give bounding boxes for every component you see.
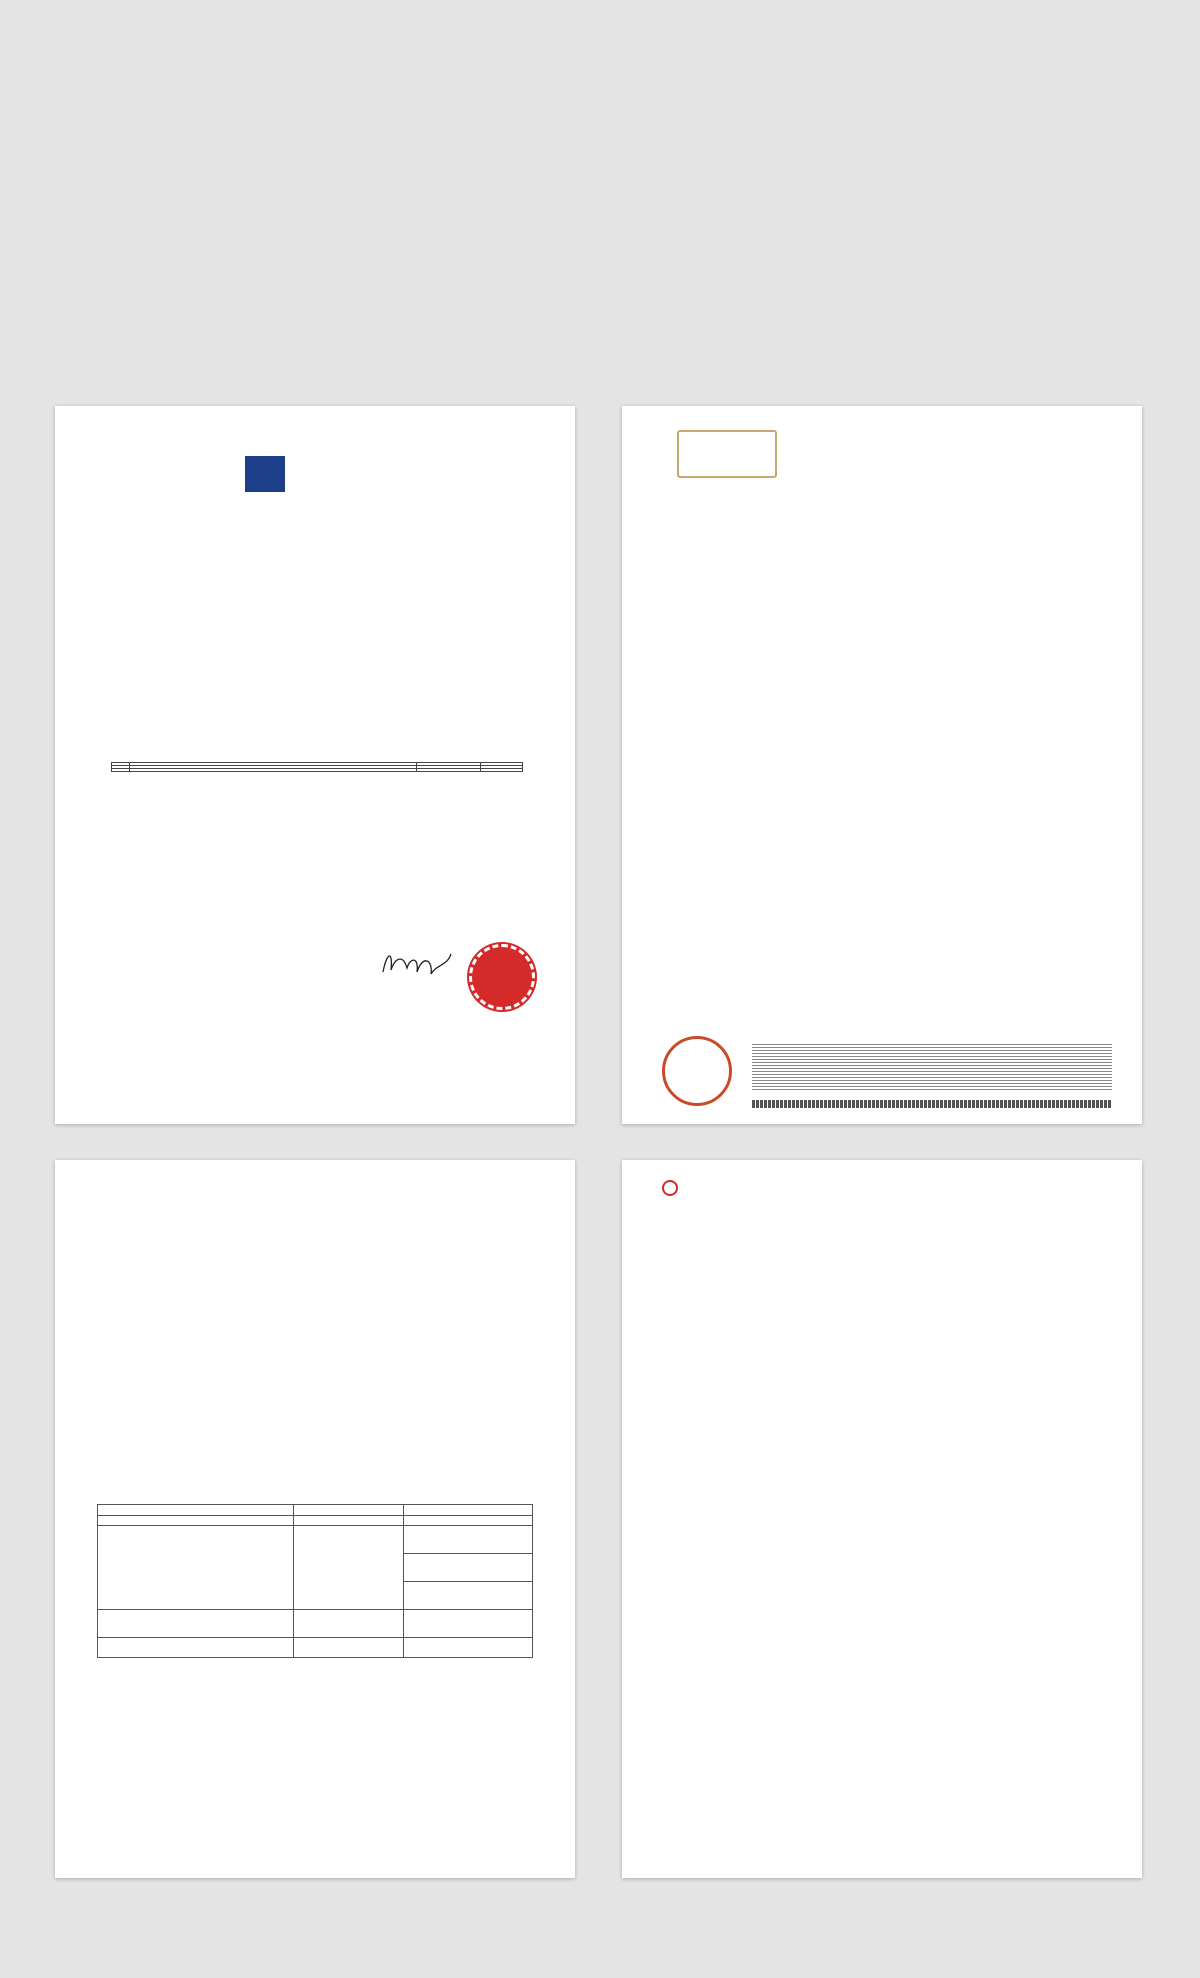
msds-page-1 [55,1160,575,1878]
b-filler-cas [404,1638,533,1658]
col-limit [854,758,898,770]
cell-test [130,769,417,772]
b-pvc-cas [404,1515,533,1526]
msds-page-2 [622,1160,1142,1878]
sgs-fine-print [752,1042,1112,1092]
b-h3 [404,1505,533,1516]
sgs-seal [662,1036,732,1106]
b-pvc-comp [98,1515,294,1526]
b-plast-cas-2 [404,1554,533,1582]
b-filler-comp [98,1638,294,1658]
b-plast-cas-3 [404,1582,533,1610]
table-row [98,1526,533,1554]
table-row [98,1610,533,1638]
b-plast-comp [98,1526,294,1610]
col-item [664,758,854,770]
b-pvc-ratio [294,1515,404,1526]
stc-test-report [55,406,575,1124]
b-plast-cas-1 [404,1526,533,1554]
b-heat-comp [98,1610,294,1638]
section-b-table [97,1504,533,1658]
col-mdl [942,758,982,770]
b-heat-ratio [294,1610,404,1638]
stc-signature [377,944,457,984]
sgs-result-table [664,758,1094,770]
cell-no [112,769,130,772]
table-row [98,1638,533,1658]
stc-logo-icon [245,456,285,492]
sgs-address-line [752,1100,1112,1108]
b-h1 [98,1505,294,1516]
table-row [98,1515,533,1526]
stc-logo [245,456,289,492]
col-001 [982,758,1094,770]
xuantai-logo [662,1180,682,1196]
cell-conclusion [417,769,481,772]
table-row [98,1505,533,1516]
col-unit [898,758,942,770]
b-heat-cas [404,1610,533,1638]
b-h2 [294,1505,404,1516]
b-plast-ratio [294,1526,404,1610]
stc-seal [469,944,535,1010]
cell-remark [481,769,523,772]
xuantai-logo-icon [662,1180,678,1196]
sgs-logo [677,430,777,478]
stc-result-table [111,762,523,772]
table-row [112,769,523,772]
sgs-test-report [622,406,1142,1124]
b-filler-ratio [294,1638,404,1658]
